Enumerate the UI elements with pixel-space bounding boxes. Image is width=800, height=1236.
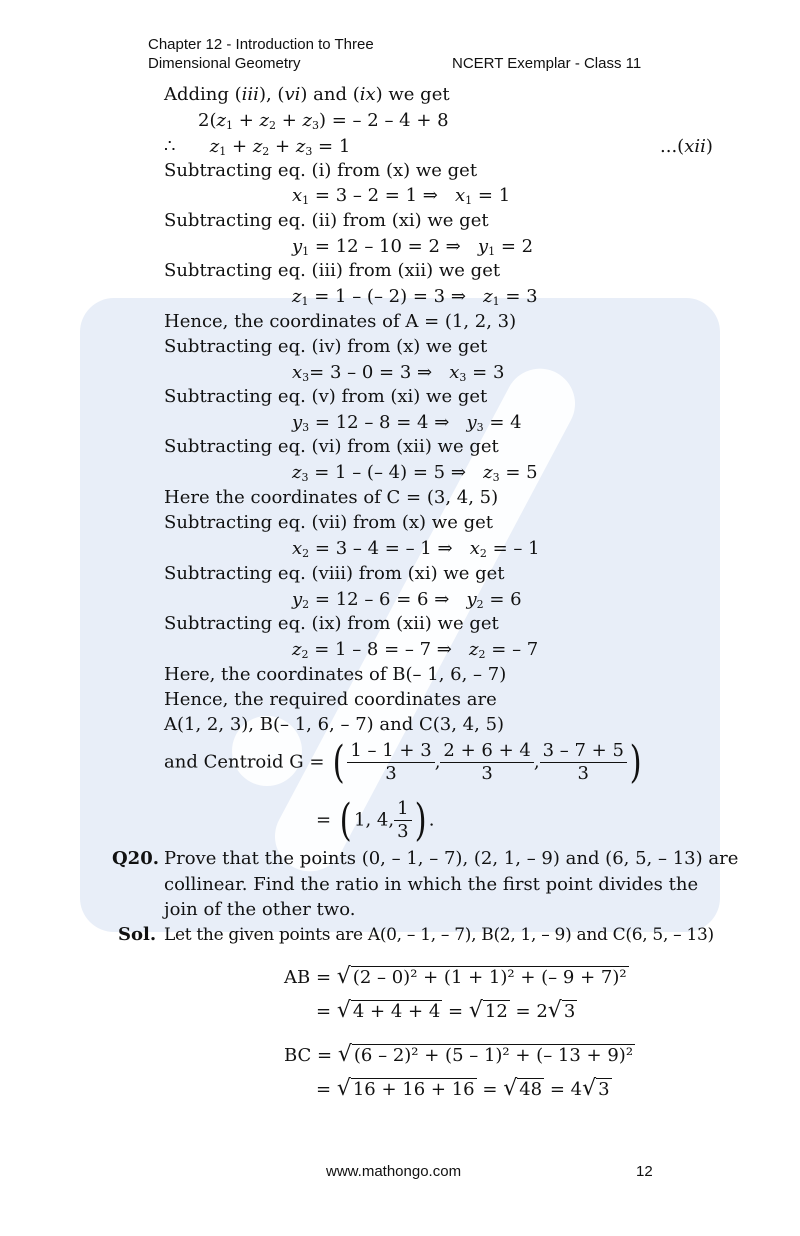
q20-line3: join of the other two.	[164, 899, 356, 920]
q20-line1: Prove that the points (0, – 1, – 7), (2, 1, – 9) and (6, 5, – 13) are	[164, 848, 739, 869]
eq-z2: $z_2 = 1 - 8$ = – 7 ⇒ $z_2$ = – 7	[292, 639, 539, 661]
step-iv-x: Subtracting eq. (iv) from (x) we get	[164, 336, 488, 357]
header-book: NCERT Exemplar - Class 11	[452, 55, 642, 72]
line-adding: Adding (iii), (vi) and (ix) we get	[164, 84, 450, 105]
coord-c: Here the coordinates of C = (3, 4, 5)	[164, 487, 499, 508]
step-v-xi: Subtracting eq. (v) from (xi) we get	[164, 386, 488, 407]
required-coords-list: A(1, 2, 3), B(– 1, 6, – 7) and C(3, 4, 5)	[164, 714, 505, 735]
footer-page-number: 12	[636, 1163, 653, 1180]
step-ix-xii: Subtracting eq. (ix) from (xii) we get	[164, 613, 499, 634]
step-vi-xii: Subtracting eq. (vi) from (xii) we get	[164, 436, 499, 457]
coord-b: Here, the coordinates of B(– 1, 6, – 7)	[164, 664, 507, 685]
eq-bc: BC = √ (6 – 2)² + (5 – 1)² + (– 13 + 9)²	[284, 1042, 634, 1067]
step-vii-x: Subtracting eq. (vii) from (x) we get	[164, 512, 493, 533]
eq-tag-xii: ...(xii)	[660, 136, 713, 157]
required-coords: Hence, the required coordinates are	[164, 689, 497, 710]
eq-x2: $x_2 = 3 - 4$ = – 1 ⇒ $x_2$ = – 1	[292, 538, 540, 560]
coord-a: Hence, the coordinates of A = (1, 2, 3)	[164, 311, 517, 332]
header-chapter-line2: Dimensional Geometry	[148, 55, 301, 72]
footer-site[interactable]: www.mathongo.com	[326, 1163, 462, 1180]
eq-sum-z: ∴ $z_1 + z_2 + z_3 = 1$	[164, 136, 351, 158]
q20-label: Q20.	[112, 848, 159, 869]
q20-line2: collinear. Find the ratio in which the first point divides the	[164, 874, 699, 895]
eq-bc-simplified: = √ 16 + 16 + 16 = √ 48 = 4√ 3	[316, 1076, 610, 1101]
sol-line1: Let the given points are A(0, – 1, – 7), B(2, 1, – 9) and C(6, 5, – 13)	[164, 925, 714, 945]
eq-sum-2z: $2(z_1 + z_2 + z_3)$ = – 2 – 4 + 8	[198, 110, 449, 132]
eq-ab-simplified: = √ 4 + 4 + 4 = √ 12 = 2√ 3	[316, 998, 576, 1023]
eq-x3: $x_3= 3 - 0 = 3$ ⇒ $x_3 = 3$	[292, 362, 505, 384]
eq-y1: $y_1 = 12 - 10 = 2$ ⇒ $y_1 = 2$	[292, 236, 534, 258]
centroid-formula: and Centroid G = ( $\frac{1 - 1 + 3}{3}$ , $\frac{2 + 6 + 4}{3}$ , $\frac{3 - 7 + 5}{3}$ )	[164, 736, 642, 788]
step-ii-xi: Subtracting eq. (ii) from (xi) we get	[164, 210, 489, 231]
eq-ab: AB = √ (2 – 0)² + (1 + 1)² + (– 9 + 7)²	[284, 964, 627, 989]
step-viii-xi: Subtracting eq. (viii) from (xi) we get	[164, 563, 505, 584]
eq-z3: $z_3 = 1$ – (– 4) = 5 ⇒ $z_3 = 5$	[292, 462, 538, 484]
header-chapter-line1: Chapter 12 - Introduction to Three	[148, 36, 374, 53]
sol-label: Sol.	[118, 924, 157, 945]
eq-y2: $y_2 = 12 - 6 = 6$ ⇒ $y_2 = 6$	[292, 589, 522, 611]
eq-x1: $x_1 = 3 - 2 = 1$ ⇒ $x_1 = 1$	[292, 185, 511, 207]
eq-y3: $y_3 = 12 - 8 = 4$ ⇒ $y_3 = 4$	[292, 412, 522, 434]
centroid-result: = ( 1, 4, $\frac{1}{3}$ ) .	[316, 794, 435, 846]
eq-z1: $z_1 = 1$ – (– 2) = 3 ⇒ $z_1 = 3$	[292, 286, 538, 308]
step-i-x: Subtracting eq. (i) from (x) we get	[164, 160, 478, 181]
step-iii-xii: Subtracting eq. (iii) from (xii) we get	[164, 260, 501, 281]
